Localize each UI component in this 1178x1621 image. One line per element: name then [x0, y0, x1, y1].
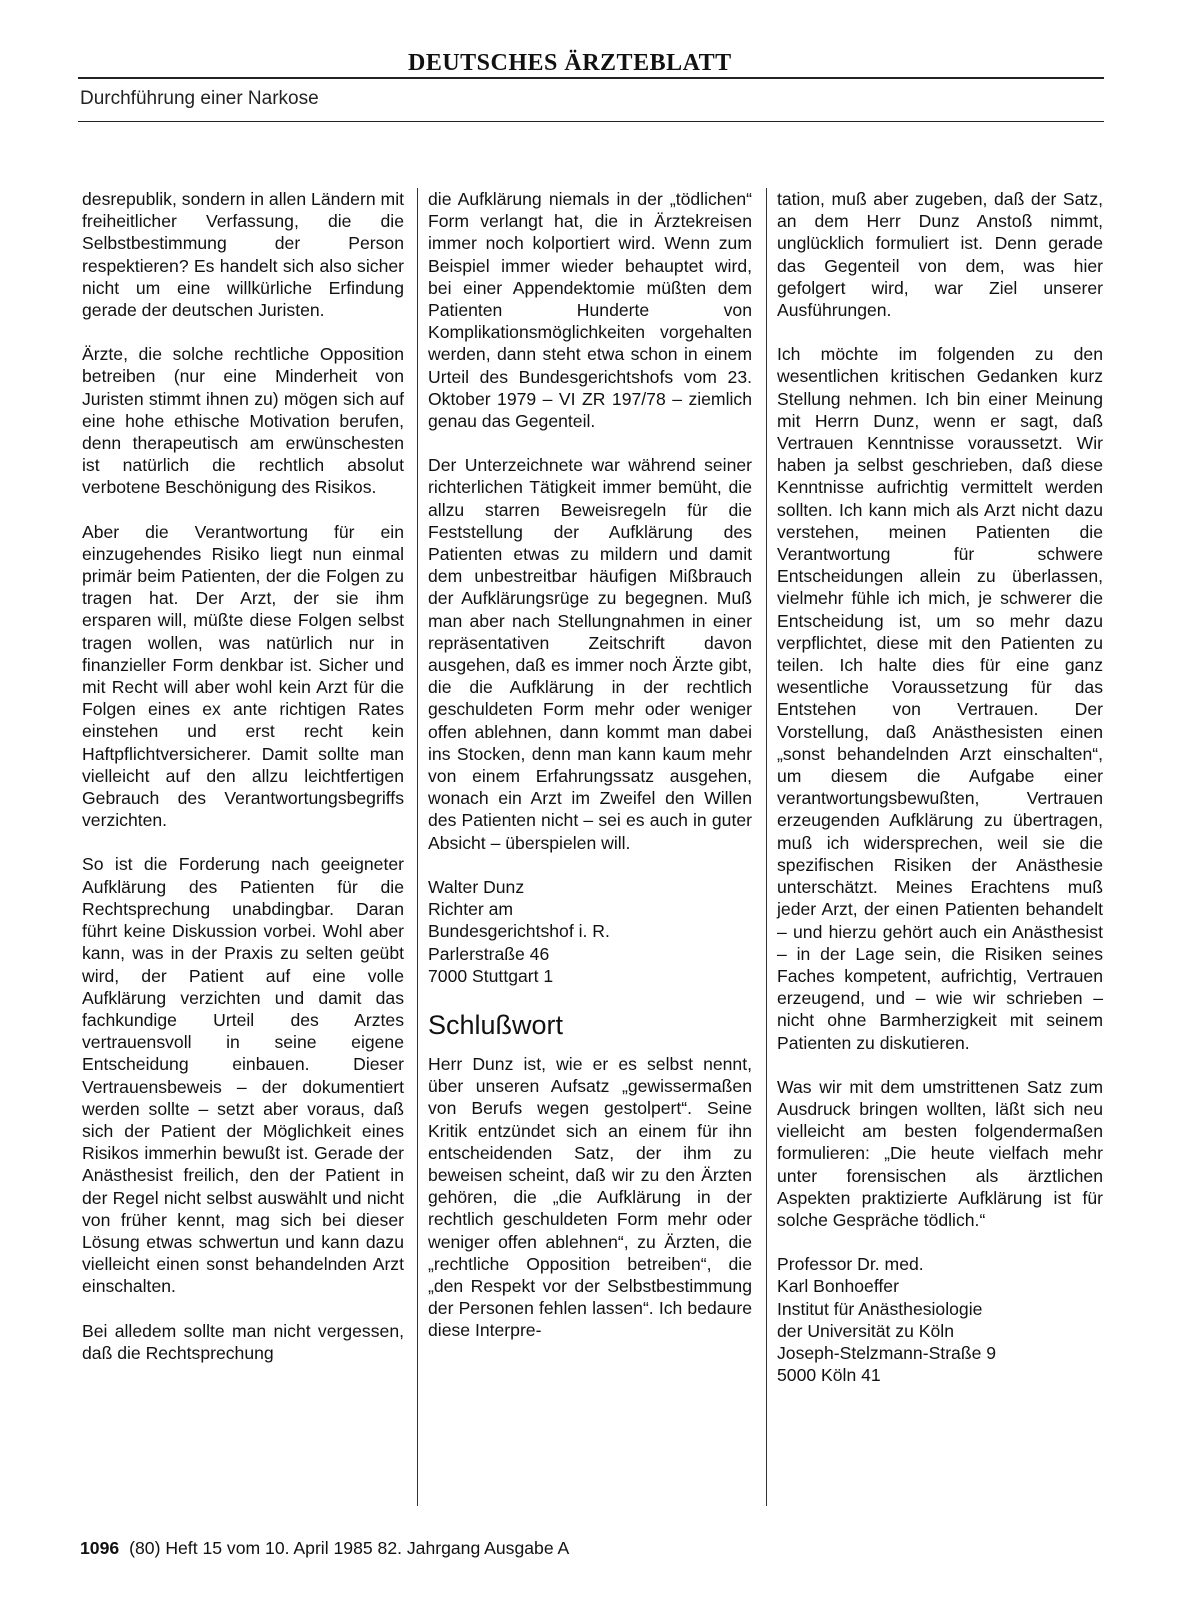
- section-title: Durchführung einer Narkose: [80, 88, 319, 109]
- issue-info: (80) Heft 15 vom 10. April 1985 82. Jahrgang Ausgabe A: [129, 1538, 570, 1558]
- signature-line: Walter Dunz: [428, 876, 525, 897]
- signature-line: 7000 Stuttgart 1: [428, 965, 554, 986]
- signature-line: Parlerstraße 46: [428, 943, 550, 964]
- signature-line: Karl Bonhoeffer: [777, 1276, 899, 1297]
- signature-line: der Universität zu Köln: [777, 1320, 954, 1341]
- paragraph: die Aufklärung niemals in der „tödlichen“ Form verlangt hat, die in Ärztekreisen immer noch kolportiert wird. Wenn zum Beispiel immer wieder behauptet wird, bei einer Appendektomie müßten dem Patienten Hunderte von Komplikationsmöglichkeiten vorgehalten werden, dann steht etwa schon in einem Urteil des Bundesgerichtshofs vom 23. Oktober 1979 – VI ZR 197/78 – ziemlich genau das Gegenteil.: [428, 189, 752, 432]
- header-rule-top: [78, 77, 1104, 79]
- paragraph: Ich möchte im folgenden zu den wesentlichen kritischen Gedanken kurz Stellung nehmen. Ich bin einer Meinung mit Herrn Dunz, wenn er sagt, daß Vertrauen Kenntnisse voraussetzt. Wir haben ja selbst geschrieben, daß diese Kenntnisse aufrichtig vermittelt werden sollten. Ich kann mich als Arzt nicht dazu verstehen, meinen Patienten die Verantwortung für schwere Entscheidungen allein zu überlassen, vielmehr fühle ich mich, je schwerer die Entscheidung ist, um so mehr dazu verpflichtet, diese mit den Patienten zu teilen. Ich halte dies für eine ganz wesentliche Voraussetzung für das Entstehen von Vertrauen. Der Vorstellung, daß Anästhesisten einen „sonst behandelnden Arzt einschalten“, um diesem die Aufgabe einer verantwortungsbewußten, Vertrauen erzeugenden Aufklärung zu übertragen, muß ich widersprechen, weil sie die spezifischen Risiken der Anästhesie unterschätzt. Meines Erachtens muß jeder Arzt, der einen Patienten behandelt – und hierzu gehört auch ein Anästhesist – in der Lage sein, die Risiken seines Faches kompetent, aufrichtig, Vertrauen erzeugend, und – wie wir schrieben – nicht ohne Barmherzigkeit mit seinem Patienten zu diskutieren.: [777, 344, 1103, 1053]
- page-number: 1096: [80, 1538, 120, 1558]
- signature-line: Joseph-Stelzmann-Straße 9: [777, 1342, 997, 1363]
- page-footer: [80, 1538, 569, 1559]
- paragraph: Der Unterzeichnete war während seiner richterlichen Tätigkeit immer bemüht, die allzu starren Beweisregeln für die Feststellung der Aufklärung des Patienten etwas zu mildern und damit dem unbestreitbar häufigen Mißbrauch der Aufklärungsrüge zu begegnen. Muß man aber nach Stellungnahmen in einer repräsentativen Zeitschrift davon ausgehen, daß es immer noch Ärzte gibt, die die Aufklärung in der rechtlich geschuldeten Form mehr oder weniger offen ablehnen, dann kommt man dabei ins Stocken, denn man kann kaum mehr von einem Erfahrungssatz ausgehen, wonach ein Arzt im Zweifel den Willen des Patienten nicht – sei es auch in guter Absicht – überspielen will.: [428, 455, 752, 853]
- header-rule-bottom: [78, 121, 1104, 122]
- column-divider: [417, 188, 418, 1506]
- column-3: [777, 188, 1103, 1408]
- paragraph: tation, muß aber zugeben, daß der Satz, an dem Herr Dunz Anstoß nimmt, unglücklich formuliert ist. Denn gerade das Gegenteil von dem, was hier gefolgert wird, war Ziel unserer Ausführungen.: [777, 189, 1103, 321]
- signature-line: Institut für Anästhesiologie: [777, 1298, 983, 1319]
- paragraph: Herr Dunz ist, wie er es selbst nennt, über unseren Aufsatz „gewissermaßen von Berufs wegen gestolpert“. Seine Kritik entzündet sich an einem für ihn entscheidenden Satz, der ihm zu beweisen scheint, daß wir zu den Ärzten gehören, die „die Aufklärung in der rechtlich geschuldeten Form mehr oder weniger offen ablehnen“, zu Ärzten, die „rechtliche Opposition betreiben“, die „den Respekt vor der Selbstbestimmung der Personen fehlen lassen“. Ich bedaure diese Interpre-: [428, 1053, 752, 1341]
- signature-line: Professor Dr. med.: [777, 1254, 924, 1275]
- section-heading: Schlußwort: [428, 1009, 564, 1040]
- author-signature: [777, 1253, 1103, 1386]
- paragraph: Ärzte, die solche rechtliche Opposition betreiben (nur eine Minderheit von Juristen stimmt ihnen zu) mögen sich auf eine hohe ethische Motivation berufen, denn therapeutisch am erwünschesten ist natürlich die rechtlich absolut verbotene Beschönigung des Risikos.: [82, 344, 404, 498]
- paragraph: So ist die Forderung nach geeigneter Aufklärung des Patienten für die Rechtsprechung unabdingbar. Daran führt keine Diskussion vorbei. Wohl aber kann, was in der Praxis zu selten geübt wird, der Patient auf eine volle Aufklärung verzichten und damit das fachkundige Urteil des Arztes vertrauensvoll in seine eigene Entscheidung einbauen. Dieser Vertrauensbeweis – der dokumentiert werden sollte – setzt aber voraus, daß sich der Patient der Möglichkeit eines Risikos immerhin bewußt ist. Gerade der Anästhesist freilich, den der Patient in der Regel nicht selbst auswählt und nicht von früher kennt, mag sich bei dieser Lösung etwas schwertun und kann dazu vielleicht einen sonst behandelnden Arzt einschalten.: [82, 854, 404, 1297]
- author-signature: [428, 876, 752, 987]
- signature-line: Bundesgerichtshof i. R.: [428, 921, 610, 942]
- paragraph: Bei alledem sollte man nicht vergessen, daß die Rechtsprechung: [82, 1320, 404, 1363]
- column-2: [428, 188, 752, 1342]
- signature-line: Richter am: [428, 899, 514, 920]
- signature-line: 5000 Köln 41: [777, 1365, 881, 1386]
- paragraph: Aber die Verantwortung für ein einzugehendes Risiko liegt nun einmal primär beim Patienten, der die Folgen zu tragen hat. Der Arzt, der sie ihm ersparen will, müßte diese Folgen selbst tragen wollen, was natürlich nur in finanzieller Form denkbar ist. Sicher und mit Recht will aber wohl kein Arzt für die Folgen eines ex ante richtigen Rates einstehen und erst recht kein Haftpflichtversicherer. Damit sollte man vielleicht auf den allzu leichtfertigen Gebrauch des Verantwortungsbegriffs verzichten.: [82, 521, 404, 831]
- column-1: [82, 188, 404, 1364]
- column-divider: [766, 188, 767, 1506]
- masthead: DEUTSCHES ÄRZTEBLATT: [408, 50, 732, 76]
- paragraph: Was wir mit dem umstrittenen Satz zum Ausdruck bringen wollten, läßt sich neu vielleicht am besten folgendermaßen formulieren: „Die heute vielfach mehr unter forensischen als ärztlichen Aspekten praktizierte Aufklärung ist für solche Gespräche tödlich.“: [777, 1076, 1103, 1230]
- paragraph: desrepublik, sondern in allen Ländern mit freiheitlicher Verfassung, die die Selbstbestimmung der Person respektieren? Es handelt sich also sicher nicht um eine willkürliche Erfindung gerade der deutschen Juristen.: [82, 189, 404, 321]
